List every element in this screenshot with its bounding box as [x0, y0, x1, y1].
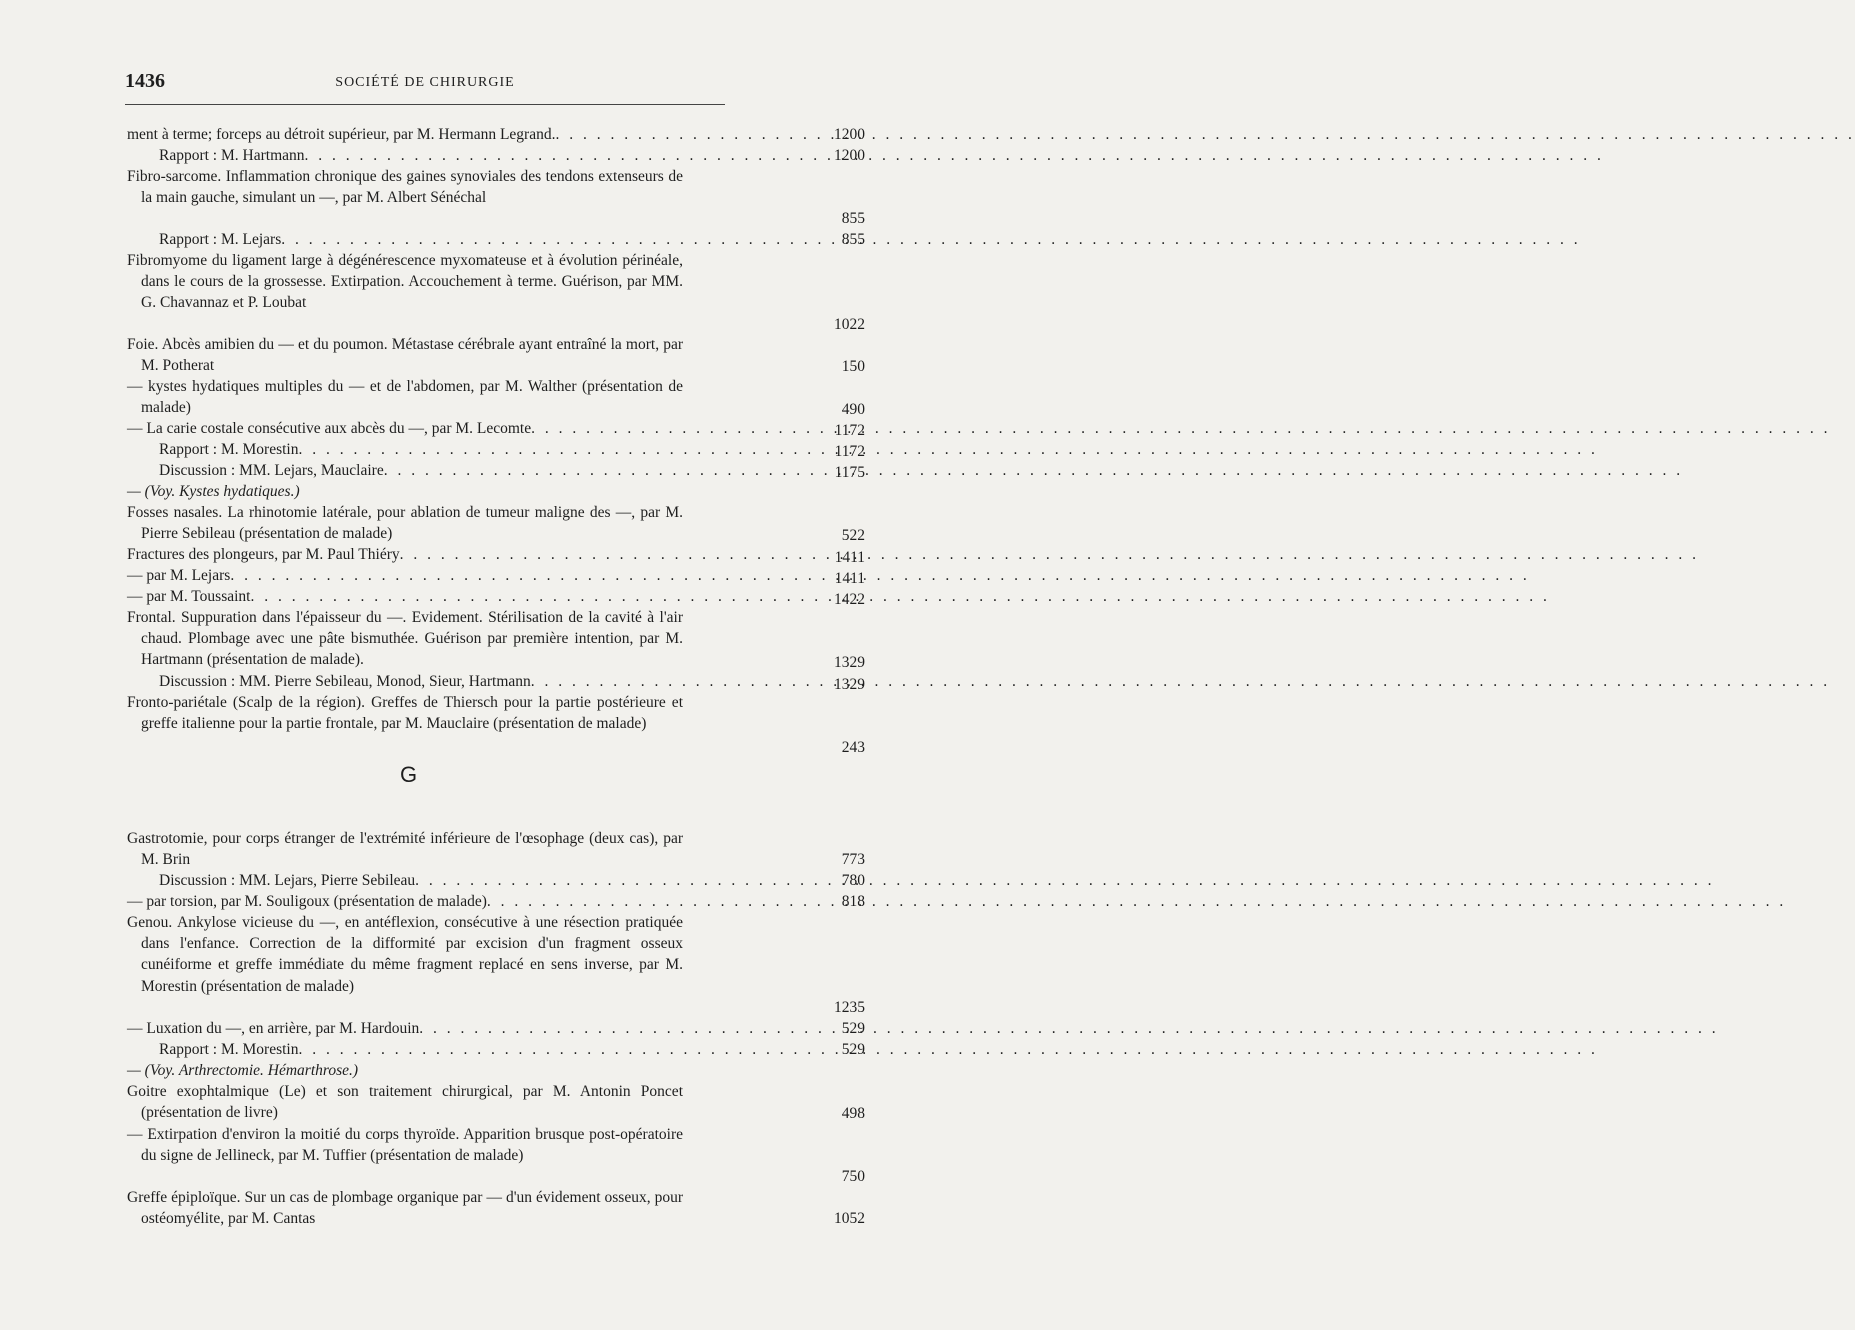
index-entry: — kystes hydatiques multiples du — et de l'abdomen, par M. Walther (présentation de malade): [127, 378, 683, 417]
index-entry: [127, 870, 683, 891]
entry-text: Rapport : M. Morestin: [159, 1041, 299, 1058]
entry-text: Fractures des plongeurs, par M. Paul Thiéry: [127, 546, 400, 563]
index-entry: [127, 1039, 683, 1060]
index-entry: [127, 145, 683, 166]
page-ref: 1411: [834, 570, 865, 587]
page-ref: 498: [841, 1105, 865, 1122]
index-entry: [127, 1018, 683, 1039]
page-ref: 773: [841, 851, 865, 868]
page-ref: 490: [841, 401, 865, 418]
page-ref: 529: [841, 1041, 865, 1058]
page-header: [125, 70, 725, 100]
page-ref: 1175: [834, 464, 865, 481]
page-ref: 1422: [834, 591, 865, 608]
entry-text: Discussion : MM. Lejars, Pierre Sebileau: [159, 872, 416, 889]
page-ref: 1329: [834, 676, 865, 693]
page-ref: 1052: [834, 1210, 865, 1227]
index-entry: — Extirpation d'environ la moitié du corps thyroïde. Apparition brusque post-opératoire du signe de Jellineck, par M. Tuffier (présentation de malade): [127, 1126, 683, 1165]
index-entry: [127, 891, 683, 912]
index-entry: [127, 544, 683, 565]
entry-text: ment à terme; forceps au détroit supérieur, par M. Hermann Legrand.: [127, 126, 556, 143]
index-entry: Foie. Abcès amibien du — et du poumon. Métastase cérébrale ayant entraîné la mort, par M. Potherat: [127, 336, 683, 375]
index-entry: Fibro-sarcome. Inflammation chronique des gaines synoviales des tendons extenseurs de la main gauche, simulant un —, par M. Albert Sénéchal: [127, 168, 683, 207]
index-entry: [127, 565, 683, 586]
entry-text: Rapport : M. Lejars: [159, 231, 282, 248]
page-ref: 150: [841, 358, 865, 375]
index-entry: [127, 439, 683, 460]
index-entry: Greffe épiploïque. Sur un cas de plombage organique par — d'un évidement osseux, pour ostéomyélite, par M. Cantas: [127, 1189, 683, 1228]
index-entry: — (Voy. Arthrectomie. Hémarthrose.): [127, 1062, 359, 1079]
index-entry: — (Voy. Kystes hydatiques.): [127, 483, 300, 500]
index-entry: [127, 418, 683, 439]
index-entry: [127, 671, 683, 692]
header-rule: [125, 104, 725, 105]
page-number: 1436: [125, 70, 165, 92]
page-ref: 1200: [834, 147, 865, 164]
running-head: SOCIÉTÉ DE CHIRURGIE: [335, 75, 515, 90]
page-ref: 1235: [834, 999, 865, 1016]
index-entry: [127, 586, 683, 607]
index-entry: Fosses nasales. La rhinotomie latérale, pour ablation de tumeur maligne des —, par M. Pierre Sebileau (présentation de malade): [127, 504, 683, 543]
entry-text: — par M. Toussaint: [127, 588, 251, 605]
index-entry: [127, 124, 683, 145]
page-ref: 818: [841, 893, 865, 910]
index-entry: Goitre exophtalmique (Le) et son traitement chirurgical, par M. Antonin Poncet (présentation de livre): [127, 1083, 683, 1122]
page-ref: 1172: [834, 443, 865, 460]
page-ref: 1022: [834, 316, 865, 333]
page-ref: 529: [841, 1020, 865, 1037]
index-entry: Genou. Ankylose vicieuse du —, en antéflexion, consécutive à une résection pratiquée dans l'enfance. Correction de la difformité par excision d'un fragment osseux cunéiforme et greffe immédiate du même fragment replacé en sens inverse, par M. Morestin (présentation de malade): [127, 914, 683, 995]
entry-text: — par torsion, par M. Souligoux (présentation de malade): [127, 893, 487, 910]
entry-text: Rapport : M. Hartmann: [159, 147, 305, 164]
entry-text: — Luxation du —, en arrière, par M. Hardouin: [127, 1020, 420, 1037]
index-entry: [127, 460, 683, 481]
index-page: [0, 0, 865, 1330]
page-ref: 780: [841, 872, 865, 889]
index-entry: Fronto-pariétale (Scalp de la région). Greffes de Thiersch pour la partie postérieure et greffe italienne pour la partie frontale, par M. Mauclaire (présentation de malade): [127, 694, 683, 733]
index-entry: Fibromyome du ligament large à dégénérescence myxomateuse et à évolution périnéale, dans le cours de la grossesse. Extirpation. Accouchement à terme. Guérison, par MM. G. Chavannaz et P. Loubat: [127, 252, 683, 312]
page-ref: 243: [841, 739, 865, 756]
entry-text: — La carie costale consécutive aux abcès du —, par M. Lecomte: [127, 420, 532, 437]
page-ref: 1411: [834, 549, 865, 566]
page-ref: 750: [841, 1168, 865, 1185]
section-letter: G: [400, 762, 418, 787]
entry-text: Discussion : MM. Lejars, Mauclaire: [159, 462, 384, 479]
index-entry: Gastrotomie, pour corps étranger de l'extrémité inférieure de l'œsophage (deux cas), par M. Brin: [127, 830, 683, 869]
page-ref: 855: [841, 231, 865, 248]
index-entry: Frontal. Suppuration dans l'épaisseur du —. Evidement. Stérilisation de la cavité à l'air chaud. Plombage avec une pâte bismuthée. Guérison par première intention, par M. Hartmann (présentation de malade).: [127, 609, 683, 669]
section-f: [127, 124, 865, 756]
page-ref: 1172: [834, 422, 865, 439]
entry-text: Discussion : MM. Pierre Sebileau, Monod, Sieur, Hartmann: [159, 673, 531, 690]
page-ref: 1329: [834, 654, 865, 671]
entry-text: Rapport : M. Morestin: [159, 441, 299, 458]
section-g: [127, 828, 865, 1229]
page-ref: 855: [841, 210, 865, 227]
page-ref: 522: [841, 527, 865, 544]
index-entry: [127, 229, 683, 250]
entry-text: — par M. Lejars: [127, 567, 231, 584]
page-ref: 1200: [834, 126, 865, 143]
